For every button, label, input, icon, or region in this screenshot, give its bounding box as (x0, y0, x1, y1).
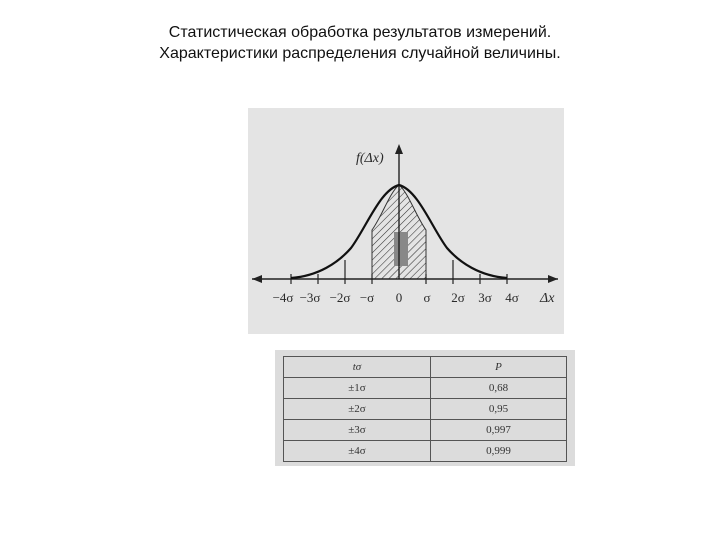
y-axis-label: f(Δx) (356, 151, 384, 166)
x-axis-arrow (548, 275, 558, 283)
probability-cell: 0,68 (431, 378, 567, 399)
t-sigma-cell: ±3σ (284, 420, 431, 441)
probability-cell: 0,95 (431, 399, 567, 420)
table-header-row (284, 357, 567, 378)
column-header-p: P (431, 357, 567, 378)
normal-distribution-figure (248, 108, 564, 334)
tick-label: 4σ (505, 290, 519, 305)
probability-cell: 0,999 (431, 441, 567, 462)
x-axis-left-arrow (252, 275, 262, 283)
tick-label: σ (423, 290, 431, 305)
gray-mark (394, 232, 408, 266)
column-header-t-sigma: tσ (284, 357, 431, 378)
probability-cell: 0,997 (431, 420, 567, 441)
t-sigma-cell: ±1σ (284, 378, 431, 399)
title-line-2: Характеристики распределения случайной величины. (159, 45, 561, 62)
probability-table-scan (275, 350, 575, 466)
tick-label: −σ (359, 290, 375, 305)
distribution-plot (248, 108, 564, 334)
tick-label: −3σ (299, 290, 321, 305)
tick-label: 2σ (451, 290, 465, 305)
table-row (284, 399, 567, 420)
y-axis-arrow (395, 144, 403, 154)
tick-label: 0 (395, 290, 403, 305)
tick-label: −4σ (272, 290, 294, 305)
probability-table (283, 356, 567, 462)
tick-labels (273, 290, 519, 305)
table-row (284, 420, 567, 441)
x-axis-label: Δx (540, 291, 555, 306)
t-sigma-cell: ±4σ (284, 441, 431, 462)
table-row (284, 441, 567, 462)
t-sigma-cell: ±2σ (284, 399, 431, 420)
slide-title (0, 22, 720, 64)
table-row (284, 378, 567, 399)
title-line-1: Статистическая обработка результатов измерений. (168, 24, 552, 41)
tick-label: 3σ (478, 290, 492, 305)
tick-label: −2σ (329, 290, 351, 305)
